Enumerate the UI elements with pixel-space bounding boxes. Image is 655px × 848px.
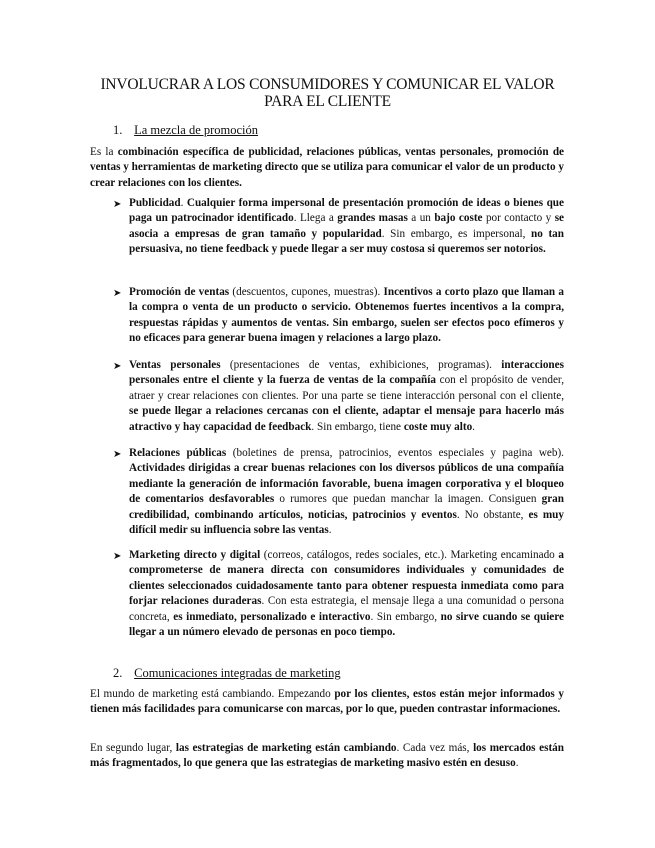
bold-text: Relaciones públicas (129, 447, 227, 459)
text: . Cada vez más, (396, 742, 474, 754)
section-1-heading (113, 123, 258, 138)
text: por contacto y (482, 212, 555, 225)
text: Es la (90, 146, 118, 158)
text: (descuentos, cupones, muestras). (229, 286, 384, 298)
text: . Sin embargo, (370, 610, 441, 623)
bold-text: Cualquier forma impersonal de presentación promoción de ideas o bienes que paga un patrocinador identificado (129, 197, 564, 225)
title-line-1: INVOLUCRAR A LOS CONSUMIDORES Y COMUNICAR EL VALOR (100, 76, 555, 93)
text: . (515, 757, 519, 770)
bullet-text (129, 358, 564, 435)
document-title (60, 76, 595, 110)
arrow-bullet-icon: ➤ (113, 288, 122, 299)
bold-text: es inmediato, personalizado e interactivo (173, 610, 371, 623)
bold-text: a comprometerse de manera directa con consumidores individuales y comunidades de clientes seleccionados cuidadosamente tanto para obtener respuesta inmediata como para forjar relaciones duraderas (129, 549, 564, 608)
text: . (180, 197, 187, 209)
section-2-title: Comunicaciones integradas de marketing (134, 666, 341, 680)
bold-text: Incentivos a corto plazo que llaman a la compra o venta de un producto o servicio. Obtenemos fuertes incentivos a la compra, respuestas rápidas y aumentos de ventas. Sin embargo, suelen ser efectos poco efímeros y no eficaces para generar buena imagen y relaciones a largo plazo. (129, 286, 564, 345)
arrow-bullet-icon: ➤ (113, 551, 122, 562)
bullet-text (129, 285, 564, 347)
arrow-bullet-icon: ➤ (113, 199, 122, 210)
bullet-text (129, 446, 564, 538)
text: . No obstante, (456, 508, 529, 521)
text: . Con esta estrategia, el mensaje llega a una comunidad o persona concreta, (129, 595, 564, 623)
bold-text: Promoción de ventas (129, 286, 230, 298)
bold-text: Ventas personales (129, 359, 221, 371)
bold-text: bajo coste (434, 212, 483, 225)
bold-text: combinación específica de publicidad, relaciones públicas, ventas personales, promoción de ventas y herramientas de marketing directo que se utiliza para comunicar el valor de un producto y crear relaciones con los clientes. (90, 146, 564, 189)
bold-text: no tan persuasiva, no tiene feedback y puede llegar a ser muy costosa si queremos ser notorios. (129, 227, 564, 256)
text: . (328, 524, 332, 537)
bold-text: las estrategias de marketing están cambiando (175, 742, 397, 754)
section-2-paragraph-2 (90, 741, 564, 772)
text: . Sin embargo, tiene (311, 420, 404, 433)
bold-text: gran credibilidad, combinando artículos, noticias, patrocinios y eventos (129, 493, 564, 521)
bold-text: coste muy alto (403, 420, 473, 433)
text: a un (407, 212, 435, 225)
bullet-relaciones-publicas (113, 446, 564, 538)
arrow-bullet-icon: ➤ (113, 361, 122, 372)
text: (presentaciones de ventas, exhibiciones, programas). (220, 359, 502, 371)
bold-text: por los clientes, estos están mejor informados y tienen más facilidades para comunicarse con marcas, por lo que, pueden contrastar informaciones. (90, 688, 564, 716)
bold-text: no sirve cuando se quiere llegar a un número elevado de personas en poco tiempo. (129, 610, 564, 639)
section-1-number: 1. (113, 123, 123, 137)
section-2-number: 2. (113, 666, 123, 680)
section-1-intro (90, 145, 564, 191)
bold-text: grandes masas (337, 212, 408, 225)
bold-text: es muy difícil medir su influencia sobre las ventas (129, 508, 564, 537)
arrow-bullet-icon: ➤ (113, 449, 122, 460)
bold-text: los mercados están más fragmentados, lo que genera que las estrategias de marketing masivo estén en desuso (90, 742, 564, 770)
bullet-marketing-directo (113, 548, 564, 640)
bold-text: interacciones personales entre el cliente y la fuerza de ventas de la compañía (129, 359, 564, 387)
text: . Llega a (293, 212, 338, 225)
bullet-text (129, 548, 564, 640)
title-line-2: PARA EL CLIENTE (264, 93, 391, 110)
bold-text: Publicidad (129, 197, 181, 209)
text: o rumores que puedan manchar la imagen. Consiguen (274, 493, 542, 506)
text: En segundo lugar, (90, 742, 176, 754)
bullet-publicidad (113, 196, 564, 258)
section-2-paragraph-1 (90, 687, 564, 718)
text: con el propósito de vender, atraer y crear relaciones con clientes. Por una parte se tiene interacción personal con el cliente, (129, 374, 564, 402)
text: . Sin embargo, es impersonal, (381, 227, 532, 240)
bold-text: Actividades dirigidas a crear buenas relaciones con los diversos públicos de una compañía mediante la generación de información favorable, buena imagen corporativa y el bloqueo de comentarios desfavorables (129, 462, 564, 506)
bullet-promocion-ventas (113, 285, 564, 347)
section-2-heading (113, 666, 341, 681)
text: (correos, catálogos, redes sociales, etc.). Marketing encaminado (260, 549, 559, 561)
bold-text: se asocia a empresas de gran tamaño y popularidad (129, 212, 565, 240)
bullet-text (129, 196, 564, 258)
text: . (472, 420, 475, 433)
bold-text: se puede llegar a relaciones cercanas con el cliente, adaptar el mensaje para hacerlo más atractivo y hay capacidad de feedback (129, 405, 564, 433)
bold-text: Marketing directo y digital (129, 549, 261, 561)
section-1-title: La mezcla de promoción (134, 123, 259, 137)
text: (boletines de prensa, patrocinios, eventos especiales y pagina web). (226, 447, 564, 459)
bullet-ventas-personales (113, 358, 564, 435)
text: El mundo de marketing está cambiando. Empezando (90, 688, 335, 700)
